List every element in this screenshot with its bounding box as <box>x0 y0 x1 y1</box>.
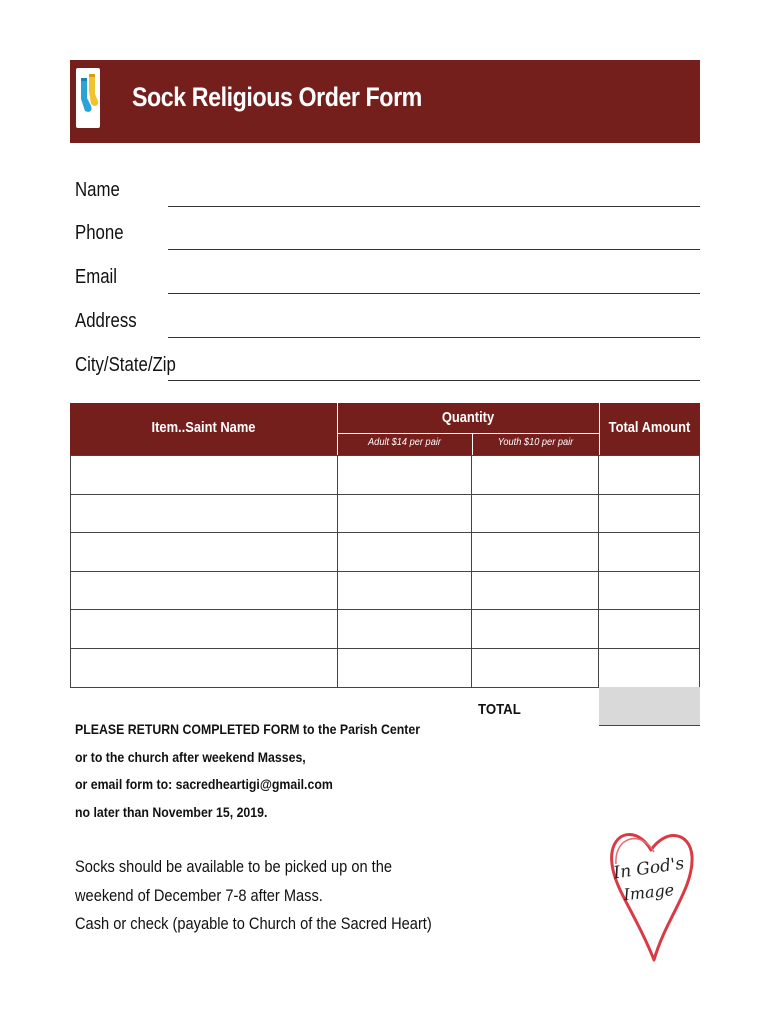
adult-qty-cell[interactable] <box>337 610 472 649</box>
total-amount-cell[interactable] <box>599 610 700 649</box>
youth-qty-cell[interactable] <box>472 494 599 533</box>
city-state-zip-label: City/State/Zip <box>75 354 176 376</box>
form-header <box>70 60 700 143</box>
email-field[interactable] <box>168 293 700 294</box>
adult-qty-cell[interactable] <box>337 648 472 687</box>
pickup-info <box>75 853 432 939</box>
youth-qty-cell[interactable] <box>472 533 599 572</box>
youth-qty-cell[interactable] <box>472 648 599 687</box>
socks-logo-icon <box>76 68 100 128</box>
pickup-line: Socks should be available to be picked up on the <box>75 857 392 876</box>
phone-label: Phone <box>75 222 124 244</box>
total-amount-cell[interactable] <box>599 571 700 610</box>
adult-qty-cell[interactable] <box>337 571 472 610</box>
youth-qty-cell[interactable] <box>472 456 599 495</box>
table-row <box>71 571 700 610</box>
pickup-line: weekend of December 7-8 after Mass. <box>75 885 323 905</box>
logo-text-line1: In God's <box>612 853 686 884</box>
item-cell[interactable] <box>71 571 338 610</box>
header-divider <box>472 433 473 455</box>
name-field[interactable] <box>168 206 700 207</box>
table-row <box>71 610 700 649</box>
total-amount-cell[interactable] <box>599 494 700 533</box>
instruction-line: no later than November 15, 2019. <box>75 803 268 820</box>
grand-total-cell[interactable] <box>599 687 700 726</box>
total-amount-column-header: Total Amount <box>608 419 691 436</box>
page-title: Sock Religious Order Form <box>132 82 422 112</box>
instruction-line: or email form to: sacredheartigi@gmail.com <box>75 776 333 792</box>
adult-price-header: Adult $14 per pair <box>368 436 441 448</box>
youth-price-header: Youth $10 per pair <box>497 436 574 448</box>
item-cell[interactable] <box>71 494 338 533</box>
address-label: Address <box>75 310 137 332</box>
phone-field[interactable] <box>168 249 700 250</box>
in-gods-image-heart-logo <box>606 822 696 962</box>
item-cell[interactable] <box>71 533 338 572</box>
total-amount-cell[interactable] <box>599 456 700 495</box>
youth-qty-cell[interactable] <box>472 571 599 610</box>
table-row <box>71 648 700 687</box>
item-cell[interactable] <box>71 456 338 495</box>
city-state-zip-field[interactable] <box>168 380 700 381</box>
pickup-line: Cash or check (payable to Church of the Sacred Heart) <box>75 914 432 933</box>
item-cell[interactable] <box>71 648 338 687</box>
return-instructions <box>75 716 420 826</box>
email-label: Email <box>75 266 118 288</box>
total-label: TOTAL <box>478 701 521 718</box>
adult-qty-cell[interactable] <box>337 456 472 495</box>
youth-qty-cell[interactable] <box>472 610 599 649</box>
name-label: Name <box>75 179 120 201</box>
header-divider <box>599 403 600 455</box>
instruction-line: or to the church after weekend Masses, <box>75 748 306 765</box>
instruction-line: PLEASE RETURN COMPLETED FORM to the Parish Center <box>75 721 421 737</box>
item-cell[interactable] <box>71 610 338 649</box>
table-row <box>71 494 700 533</box>
address-field[interactable] <box>168 337 700 338</box>
adult-qty-cell[interactable] <box>337 533 472 572</box>
header-divider <box>337 433 599 434</box>
header-divider <box>337 403 338 455</box>
adult-qty-cell[interactable] <box>337 494 472 533</box>
logo-text-line2: Image <box>622 880 676 905</box>
table-row <box>71 456 700 495</box>
table-row <box>71 533 700 572</box>
item-column-header: Item..Saint Name <box>151 419 256 436</box>
total-amount-cell[interactable] <box>599 533 700 572</box>
order-table <box>70 455 700 688</box>
quantity-column-header: Quantity <box>441 409 495 426</box>
total-amount-cell[interactable] <box>599 648 700 687</box>
